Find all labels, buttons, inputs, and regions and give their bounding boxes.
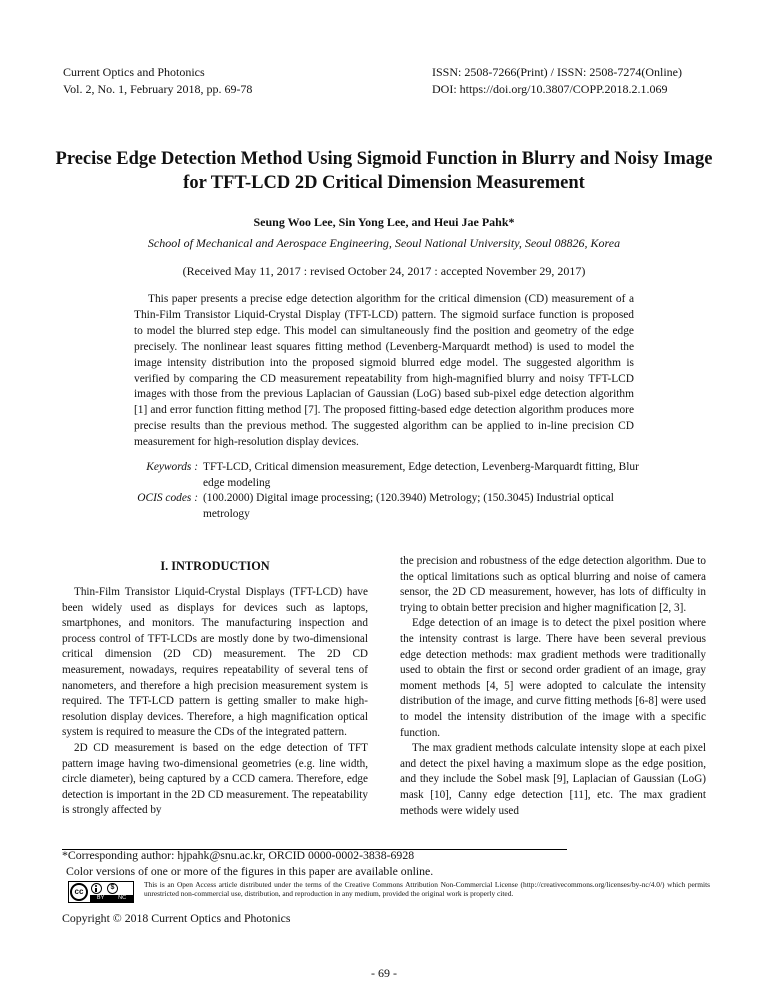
keywords-text: TFT-LCD, Critical dimension measurement, Edge detection, Levenberg-Marquardt fitting, Blur edge modeling [203,461,639,489]
paragraph: Edge detection of an image is to detect the pixel position where the intensity contrast is large. There have been several previous edge detection methods: max gradient methods were traditionally used to obtain the first or second order gradient of an image, gray moment methods [4, 5] were adopted to calculate the intensity distribution of the image, and curve fitting methods [6-8] were used to model the intensity distribution of the image with a specific function. [400,617,706,739]
color-note: Color versions of one or more of the figures in this paper are available online. [66,864,434,878]
ocis-label: OCIS codes : [137,492,198,504]
affiliation: School of Mechanical and Aerospace Engineering, Seoul National University, Seoul 08826, Korea [147,236,621,250]
section-heading: I. INTRODUCTION [160,559,270,573]
badge-nc-label: NC [118,895,127,901]
ocis-text: (100.2000) Digital image processing; (120.3940) Metrology; (150.3045) Industrial optical metrology [203,492,614,520]
ocis-codes [134,491,644,522]
issn: ISSN: 2508-7266(Print) / ISSN: 2508-7274(Online) [432,65,682,79]
paragraph: 2D CD measurement is based on the edge detection of TFT pattern image having two-dimensional geometries (e.g. line width, circle diameter), being captured by a CCD camera. Therefore, edge detection is important in the 2D CD measurement. The repeatability is strongly affected by [62,741,368,817]
badge-by-label: BY [96,895,105,901]
corresponding-author: *Corresponding author: hjpahk@snu.ac.kr, ORCID 0000-0002-3838-6928 [62,848,415,862]
noncommercial-icon: $ [107,883,118,894]
page-number: - 69 - [371,966,397,980]
cc-icon: cc [70,883,88,901]
title-line-1: Precise Edge Detection Method Using Sigmoid Function in Blurry and Noisy Image [55,149,713,169]
cc-license-badge [68,881,134,903]
journal-header-left [63,64,252,98]
journal-name: Current Optics and Photonics [63,65,205,79]
journal-header-right [432,64,682,98]
copyright: Copyright © 2018 Current Optics and Photonics [62,911,291,925]
paragraph: the precision and robustness of the edge detection algorithm. Due to the optical limitations such as optical blurring and noise of camera sensor, the 2D CD measurement, however, has lots of difficulty in trying to obtain better precision and higher magnification [2, 3]. [400,555,706,614]
paper-title [40,147,728,195]
title-line-2: for TFT-LCD 2D Critical Dimension Measurement [183,173,585,193]
abstract: This paper presents a precise edge detection algorithm for the critical dimension (CD) measurement of a Thin-Film Transistor Liquid-Crystal Display (TFT-LCD) pattern. The sigmoid surface function is proposed to model the blurred step edge. This model can simultaneously find the position and geometry of the edge precisely. The nonlinear least squares fitting method (Levenberg-Marquardt method) is used to model the image intensity distribution into the proposed sigmoid blurred edge model. The suggested algorithm is verified by comparing the CD measurement repeatability from high-magnified blurry and noisy TFT-LCD images with those from the previous Laplacian of Gaussian (LoG) based sub-pixel edge detection algorithm [1] and error function fitting method [7]. The proposed fitting-based edge detection algorithm produces more precise results than the previous method. The suggested algorithm can be applied to in-line precision CD measurement for high-resolution display devices. [134,293,634,449]
footnotes [62,847,702,879]
authors: Seung Woo Lee, Sin Yong Lee, and Heui Jae Pahk* [253,215,515,229]
right-column [400,554,706,819]
keywords-label: Keywords : [146,461,198,473]
cc-badge-labels [90,895,133,902]
received-dates: (Received May 11, 2017 : revised October 24, 2017 : accepted November 29, 2017) [182,264,586,278]
doi: DOI: https://doi.org/10.3807/COPP.2018.2.1.069 [432,82,668,96]
keywords [134,460,644,491]
paragraph: Thin-Film Transistor Liquid-Crystal Displays (TFT-LCD) have been widely used as displays for devices such as laptops, smartphones, and monitors. The manufacturing inspection and process control of TFT-LCDs are mostly done by two-dimensional critical dimension (2D CD) measurement. The 2D CD measurement, nowadays, requires repeatability of several tens of nanometers, and therefore a high precision measurement system is required. The TFT-LCD pattern is getting smaller to make high-resolution display devices. Therefore, a high magnification optical system is required to measure the CDs of the integrated pattern. [62,586,368,739]
license-text: This is an Open Access article distributed under the terms of the Creative Commons Attribution Non-Commercial License (http://creativecommons.org/licenses/by-nc/4.0/) which permits unrestricted non-commercial use, distribution, and reproduction in any medium, provided the original work is properly cited. [144,880,710,899]
volume-info: Vol. 2, No. 1, February 2018, pp. 69-78 [63,82,253,96]
left-column [62,585,368,819]
paragraph: The max gradient methods calculate intensity slope at each pixel and detect the pixel having a maximum slope as the edge position, and they include the Sobel mask [9], Laplacian of Gaussian (LoG) mask [10], Canny edge detection [11], etc. The max gradient methods were widely used [400,742,706,817]
attribution-icon [91,883,102,894]
